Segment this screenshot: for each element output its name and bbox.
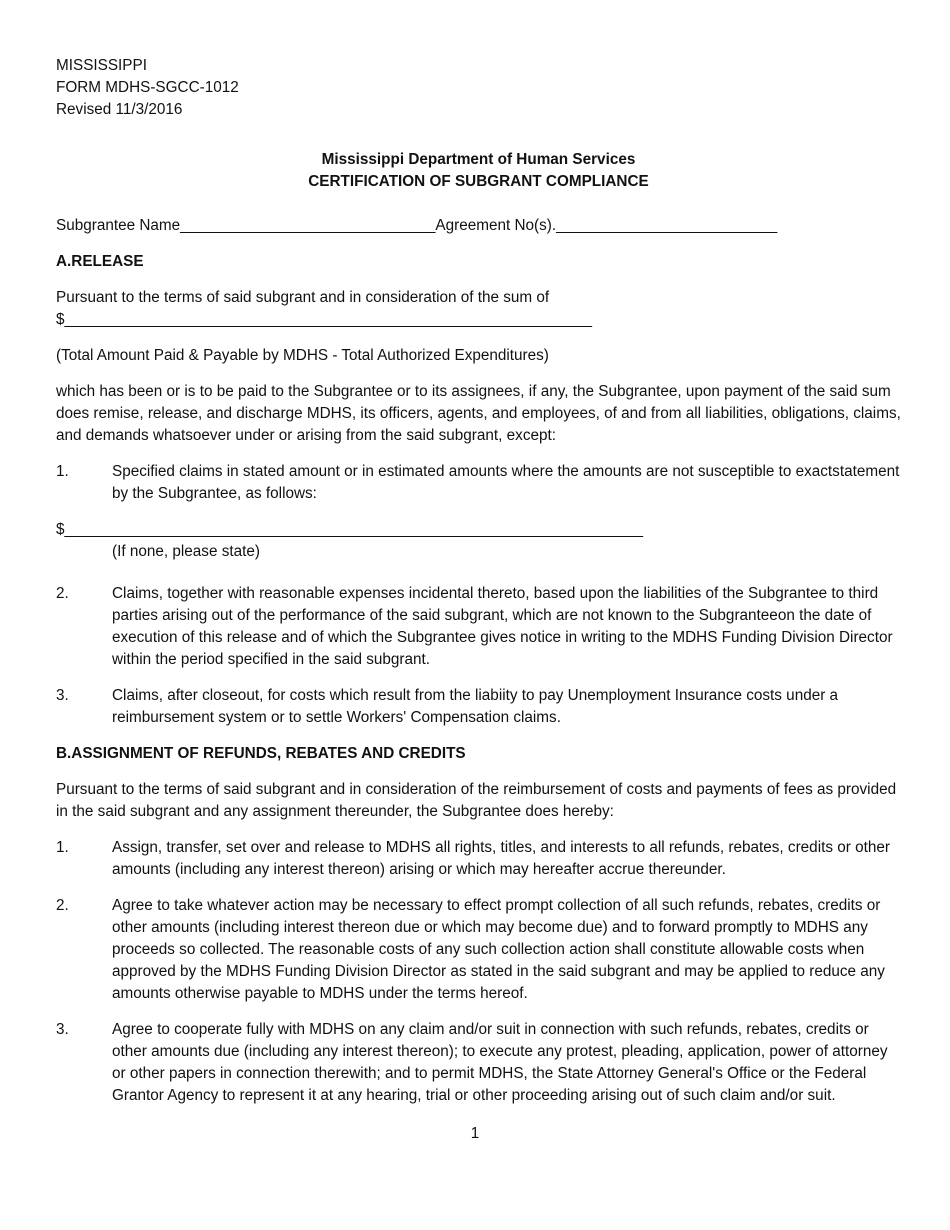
list-item <box>56 583 901 671</box>
title-agency: Mississippi Department of Human Services <box>321 151 636 168</box>
header-form-id: FORM MDHS-SGCC-1012 <box>56 79 239 96</box>
release-exceptions-list <box>56 461 901 729</box>
list-text: Claims, together with reasonable expenses incidental thereto, based upon the liabilities of the Subgrantee to third parties arising out of the performance of the said subgrant, which are not known to the Subgranteeon the date of execution of this release and of which the Subgrantee gives notice in writing to the MDHS Funding Division Director within the period specified in the said subgrant. <box>112 585 893 668</box>
list-number: 3. <box>56 1021 69 1038</box>
list-text: Specified claims in stated amount or in estimated amounts where the amounts are not susceptible to exactstatement by the Subgrantee, as follows: <box>112 463 900 502</box>
title-form-name: CERTIFICATION OF SUBGRANT COMPLIANCE <box>308 173 649 190</box>
subgrantee-label: Subgrantee Name <box>56 217 181 234</box>
section-b-heading: B.ASSIGNMENT OF REFUNDS, REBATES AND CREDITS <box>56 745 466 762</box>
release-amount-field[interactable]: $______________________________________________________________ <box>56 311 592 328</box>
list-item <box>56 1019 901 1107</box>
list-text: Agree to cooperate fully with MDHS on any claim and/or suit in connection with such refunds, rebates, credits or other amounts due (including any interest thereon); to execute any protest, pleading, application, power of attorney or other papers in connection therewith; and to permit MDHS, the State Attorney General's Office or the Federal Grantor Agency to represent it at any hearing, trial or other proceeding arising out of such claim and/or suit. <box>112 1021 888 1104</box>
release-amount-note: (Total Amount Paid & Payable by MDHS - Total Authorized Expenditures) <box>56 347 549 364</box>
section-b-intro: Pursuant to the terms of said subgrant and in consideration of the reimbursement of costs and payments of fees as provided in the said subgrant and any assignment thereunder, the Subgrantee does hereby: <box>56 781 897 820</box>
header-revised: Revised 11/3/2016 <box>56 101 183 118</box>
document-page <box>56 55 901 1107</box>
list-item <box>56 461 901 505</box>
list-text: Agree to take whatever action may be necessary to effect prompt collection of all such refunds, rebates, credits or other amounts (including interest thereon due or which may become due) and to forward promptly to MDHS any proceeds so collected. The reasonable costs of any such collection action shall constitute allowable costs when approved by the MDHS Funding Division Director as stated in the said subgrant and may be applied to reduce any amounts otherwise payable to MDHS under the terms hereof. <box>112 897 885 1002</box>
document-title <box>56 149 901 193</box>
list-number: 1. <box>56 463 69 480</box>
list-text: Claims, after closeout, for costs which result from the liabiity to pay Unemployment Insurance costs under a reimbursement system or to settle Workers' Compensation claims. <box>112 687 839 726</box>
list-item <box>56 895 901 1005</box>
list-number: 2. <box>56 585 69 602</box>
list-text: Assign, transfer, set over and release to MDHS all rights, titles, and interests to all refunds, rebates, credits or other amounts (including any interest thereon) arising or which may hereafter accrue thereunder. <box>112 839 890 878</box>
list-item <box>56 685 901 729</box>
page-number: 1 <box>470 1125 480 1142</box>
header-state: MISSISSIPPI <box>56 57 147 74</box>
agreement-label: Agreement No(s). <box>435 217 557 234</box>
assignment-list <box>56 837 901 1107</box>
list-number: 3. <box>56 687 69 704</box>
claims-note: (If none, please state) <box>112 543 260 560</box>
section-a-body: which has been or is to be paid to the Subgrantee or to its assignees, if any, the Subgrantee, upon payment of the said sum does remise, release, and discharge MDHS, its officers, agents, and employees, of and from all liabilities, obligations, claims, and demands whatsoever under or arising from the said subgrant, except: <box>56 383 901 444</box>
claims-amount-field[interactable]: $____________________________________________________________________ <box>56 521 644 538</box>
subgrantee-name-field[interactable]: ______________________________ <box>180 217 436 234</box>
subgrantee-row <box>56 215 901 237</box>
list-number: 1. <box>56 839 69 856</box>
section-a-intro: Pursuant to the terms of said subgrant and in consideration of the sum of $______________________________________________________________ <box>56 289 592 328</box>
list-number: 2. <box>56 897 69 914</box>
claims-amount-row <box>56 519 901 563</box>
section-a-heading: A.RELEASE <box>56 253 144 270</box>
agreement-number-field[interactable]: __________________________ <box>556 217 778 234</box>
list-item <box>56 837 901 881</box>
